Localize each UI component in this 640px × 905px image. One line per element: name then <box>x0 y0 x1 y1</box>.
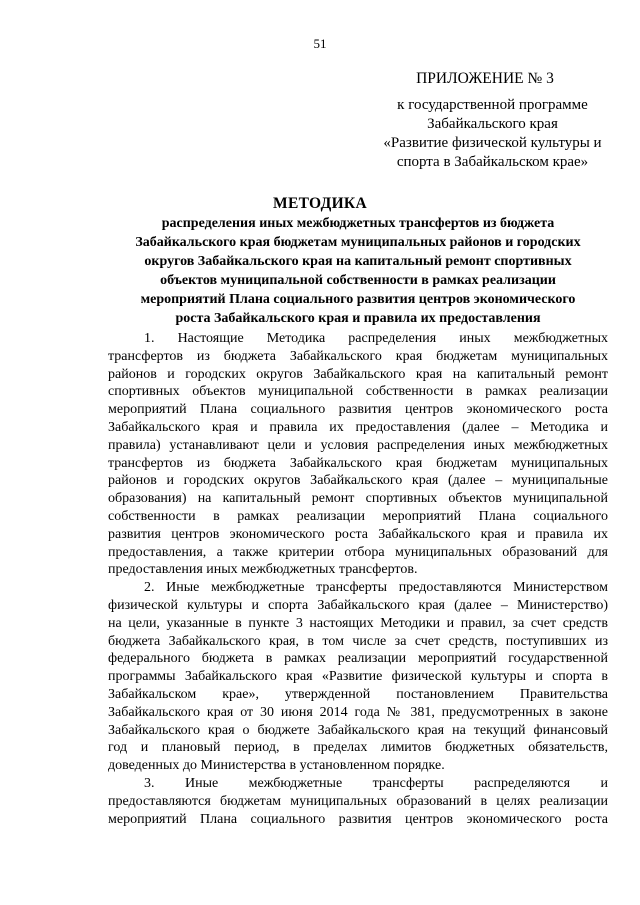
text-line: физической культуры и спорта Забайкальского края (далее – Министерство) <box>108 597 608 613</box>
subtitle-line: округов Забайкальского края на капитальный ремонт спортивных <box>144 254 572 269</box>
text-line: собственности в рамках реализации мероприятий Плана социального <box>108 508 608 524</box>
appendix-reference <box>380 96 605 172</box>
appendix-line: спорта в Забайкальском крае» <box>396 154 589 170</box>
text-line: год и плановый период, в пределах лимитов бюджетных обязательств, <box>108 740 608 756</box>
subtitle-line: Забайкальского края бюджетам муниципальных районов и городских <box>135 235 581 250</box>
subtitle-line: мероприятий Плана социального развития центров экономического <box>140 292 576 307</box>
document-body <box>108 330 608 828</box>
text-line: бюджета Забайкальского края, в том числе за счет средств, поступивших из <box>108 633 608 649</box>
appendix-title: ПРИЛОЖЕНИЕ № 3 <box>416 70 554 87</box>
text-line: Забайкальском крае», утвержденной постановлением Правительства <box>108 686 608 702</box>
text-line: программы Забайкальского края «Развитие физической культуры и спорта в <box>108 669 608 685</box>
text-line: трансфертов из бюджета Забайкальского края бюджетам муниципальных <box>108 348 608 364</box>
page-number: 51 <box>313 36 327 51</box>
text-line: мероприятий Плана социального развития центров экономического роста <box>108 402 608 418</box>
appendix-line: «Развитие физической культуры и <box>383 135 602 151</box>
document-title: МЕТОДИКА <box>273 195 367 212</box>
appendix-line: к государственной программе <box>397 97 588 113</box>
text-line: Забайкальского края и правила их предоставления (далее – Методика и <box>108 419 608 435</box>
text-line: мероприятий Плана социального развития центров экономического роста <box>108 811 608 827</box>
appendix-line: Забайкальского края <box>427 116 558 132</box>
subtitle-line: распределения иных межбюджетных трансфертов из бюджета <box>161 216 555 231</box>
text-line: 2. Иные межбюджетные трансферты предоставляются Министерством <box>144 580 608 596</box>
text-line: районов и городских округов Забайкальского края на капитальный ремонт <box>108 366 608 382</box>
text-line: предоставления, а также критерии отбора муниципальных образований для <box>108 544 608 560</box>
text-line: трансфертов из бюджета Забайкальского края бюджетам муниципальных <box>108 455 608 471</box>
text-line: 3. Иные межбюджетные трансферты распределяются и <box>144 775 608 791</box>
paragraph-2 <box>108 579 608 775</box>
paragraph-3 <box>108 775 608 828</box>
text-line: образования) на капитальный ремонт спортивных объектов муниципальной <box>108 491 608 507</box>
text-line: 1. Настоящие Методика распределения иных межбюджетных <box>144 331 608 346</box>
text-line: предоставляются бюджетам муниципальных образований в целях реализации <box>108 793 608 809</box>
document-subtitle <box>108 214 608 328</box>
subtitle-line: роста Забайкальского края и правила их предоставления <box>175 311 541 326</box>
text-line: развития центров экономического роста Забайкальского края и правила их <box>108 526 608 542</box>
text-line: правила) устанавливают цели и условия распределения иных межбюджетных <box>108 437 608 453</box>
text-line: Забайкальского края о бюджете Забайкальского края на текущий финансовый <box>108 722 608 738</box>
text-line: предоставления иных межбюджетных трансфертов. <box>108 562 418 578</box>
paragraph-1 <box>108 330 608 579</box>
text-line: федерального бюджета в рамках реализации мероприятий государственной <box>108 651 608 667</box>
text-line: спортивных объектов муниципальной собственности в рамках реализации <box>108 384 608 400</box>
text-line: районов и городских округов Забайкальского края (далее – муниципальные <box>108 473 608 489</box>
text-line: на цели, указанные в пункте 3 настоящих Методики и правил, за счет средств <box>108 615 608 631</box>
text-line: Забайкальского края от 30 июня 2014 года № 381, предусмотренных в законе <box>108 704 608 720</box>
text-line: доведенных до Министерства в установленном порядке. <box>108 758 445 774</box>
subtitle-line: объектов муниципальной собственности в рамках реализации <box>160 273 556 288</box>
